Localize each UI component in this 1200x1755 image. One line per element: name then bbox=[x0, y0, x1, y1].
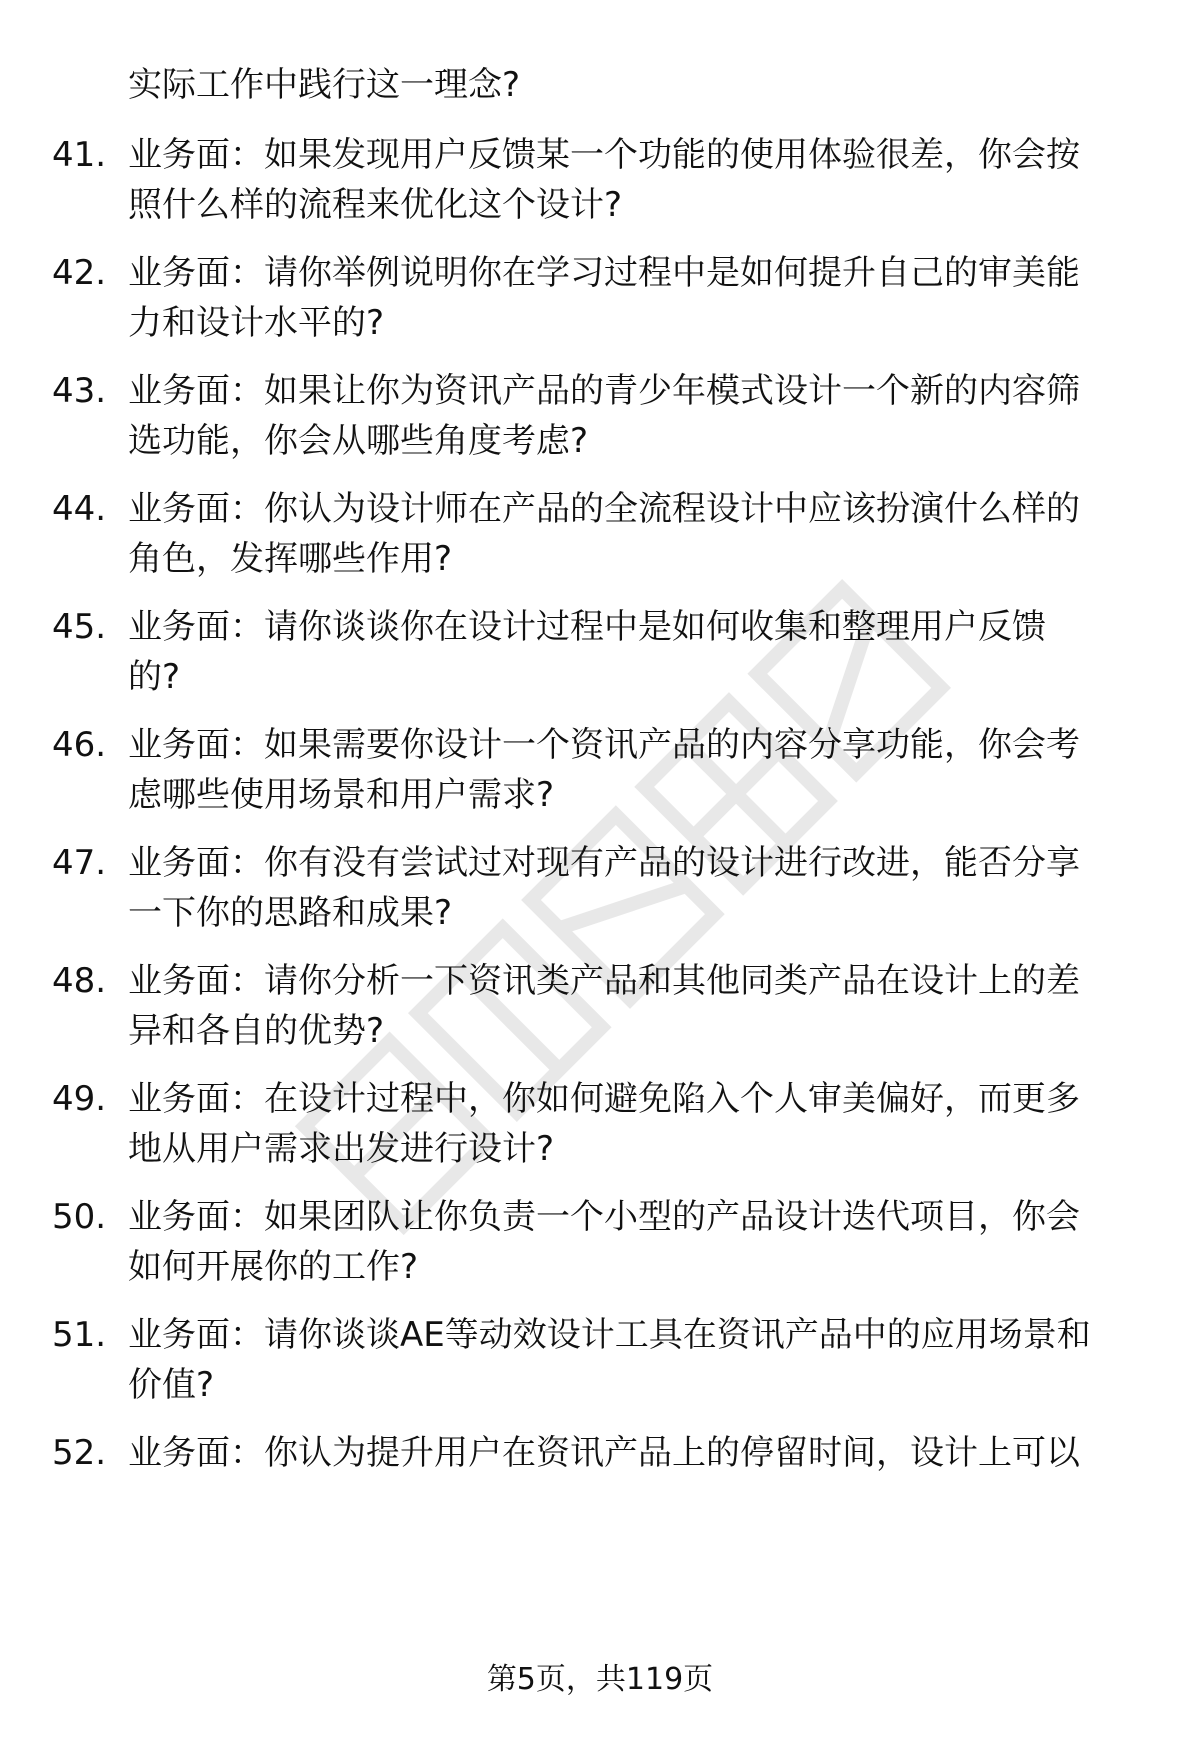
question-text-line: 角色，发挥哪些作用? bbox=[128, 539, 453, 579]
question-text bbox=[128, 1428, 1148, 1478]
question-text-line: 一下你的思路和成果? bbox=[128, 893, 453, 933]
question-text-line: 异和各自的优势? bbox=[128, 1011, 385, 1051]
question-text bbox=[128, 1310, 1148, 1410]
question-text-line: 业务面：如果需要你设计一个资讯产品的内容分享功能，你会考 bbox=[128, 725, 1080, 765]
question-text-line: 力和设计水平的? bbox=[128, 303, 385, 343]
question-text-line: 业务面：你认为提升用户在资讯产品上的停留时间，设计上可以 bbox=[128, 1433, 1080, 1473]
question-text-line: 业务面：如果团队让你负责一个小型的产品设计迭代项目，你会 bbox=[128, 1197, 1080, 1237]
question-text bbox=[128, 956, 1148, 1056]
question-number: 52. bbox=[52, 1433, 107, 1473]
question-text bbox=[128, 130, 1148, 230]
question-text-line: 业务面：如果让你为资讯产品的青少年模式设计一个新的内容筛 bbox=[128, 371, 1080, 411]
question-number: 48. bbox=[52, 961, 107, 1001]
question-number: 50. bbox=[52, 1197, 107, 1237]
question-text-line: 业务面：如果发现用户反馈某一个功能的使用体验很差，你会按 bbox=[128, 135, 1080, 175]
question-number: 44. bbox=[52, 489, 107, 529]
question-text-line: 业务面：请你谈谈AE等动效设计工具在资讯产品中的应用场景和 bbox=[128, 1315, 1091, 1355]
question-number: 46. bbox=[52, 725, 107, 765]
question-text bbox=[128, 248, 1148, 348]
question-text bbox=[128, 484, 1148, 584]
question-number: 42. bbox=[52, 253, 107, 293]
question-number: 49. bbox=[52, 1079, 107, 1119]
question-text bbox=[128, 366, 1148, 466]
question-text bbox=[128, 1192, 1148, 1292]
question-number: 41. bbox=[52, 135, 107, 175]
question-text-line: 照什么样的流程来优化这个设计? bbox=[128, 185, 623, 225]
question-text-line: 价值? bbox=[128, 1365, 215, 1405]
question-number: 45. bbox=[52, 607, 107, 647]
question-text-line: 业务面：你有没有尝试过对现有产品的设计进行改进，能否分享 bbox=[128, 843, 1080, 883]
question-text-line: 业务面：在设计过程中，你如何避免陷入个人审美偏好，而更多 bbox=[128, 1079, 1080, 1119]
question-text-line: 的? bbox=[128, 657, 181, 697]
continuation-line: 实际工作中践行这一理念? bbox=[128, 65, 521, 105]
page-footer: 第5页，共119页 bbox=[486, 1662, 714, 1697]
question-text bbox=[128, 838, 1148, 938]
question-text bbox=[128, 720, 1148, 820]
question-text-line: 虑哪些使用场景和用户需求? bbox=[128, 775, 555, 815]
question-text-line: 如何开展你的工作? bbox=[128, 1247, 419, 1287]
question-text-line: 业务面：请你分析一下资讯类产品和其他同类产品在设计上的差 bbox=[128, 961, 1080, 1001]
question-text bbox=[128, 1074, 1148, 1174]
question-text-line: 业务面：你认为设计师在产品的全流程设计中应该扮演什么样的 bbox=[128, 489, 1080, 529]
question-number: 47. bbox=[52, 843, 107, 883]
question-text-line: 地从用户需求出发进行设计? bbox=[128, 1129, 555, 1169]
question-text-line: 选功能，你会从哪些角度考虑? bbox=[128, 421, 589, 461]
question-number: 51. bbox=[52, 1315, 107, 1355]
question-text-line: 业务面：请你举例说明你在学习过程中是如何提升自己的审美能 bbox=[128, 253, 1080, 293]
question-text-line: 业务面：请你谈谈你在设计过程中是如何收集和整理用户反馈 bbox=[128, 607, 1046, 647]
question-text bbox=[128, 602, 1148, 702]
question-number: 43. bbox=[52, 371, 107, 411]
